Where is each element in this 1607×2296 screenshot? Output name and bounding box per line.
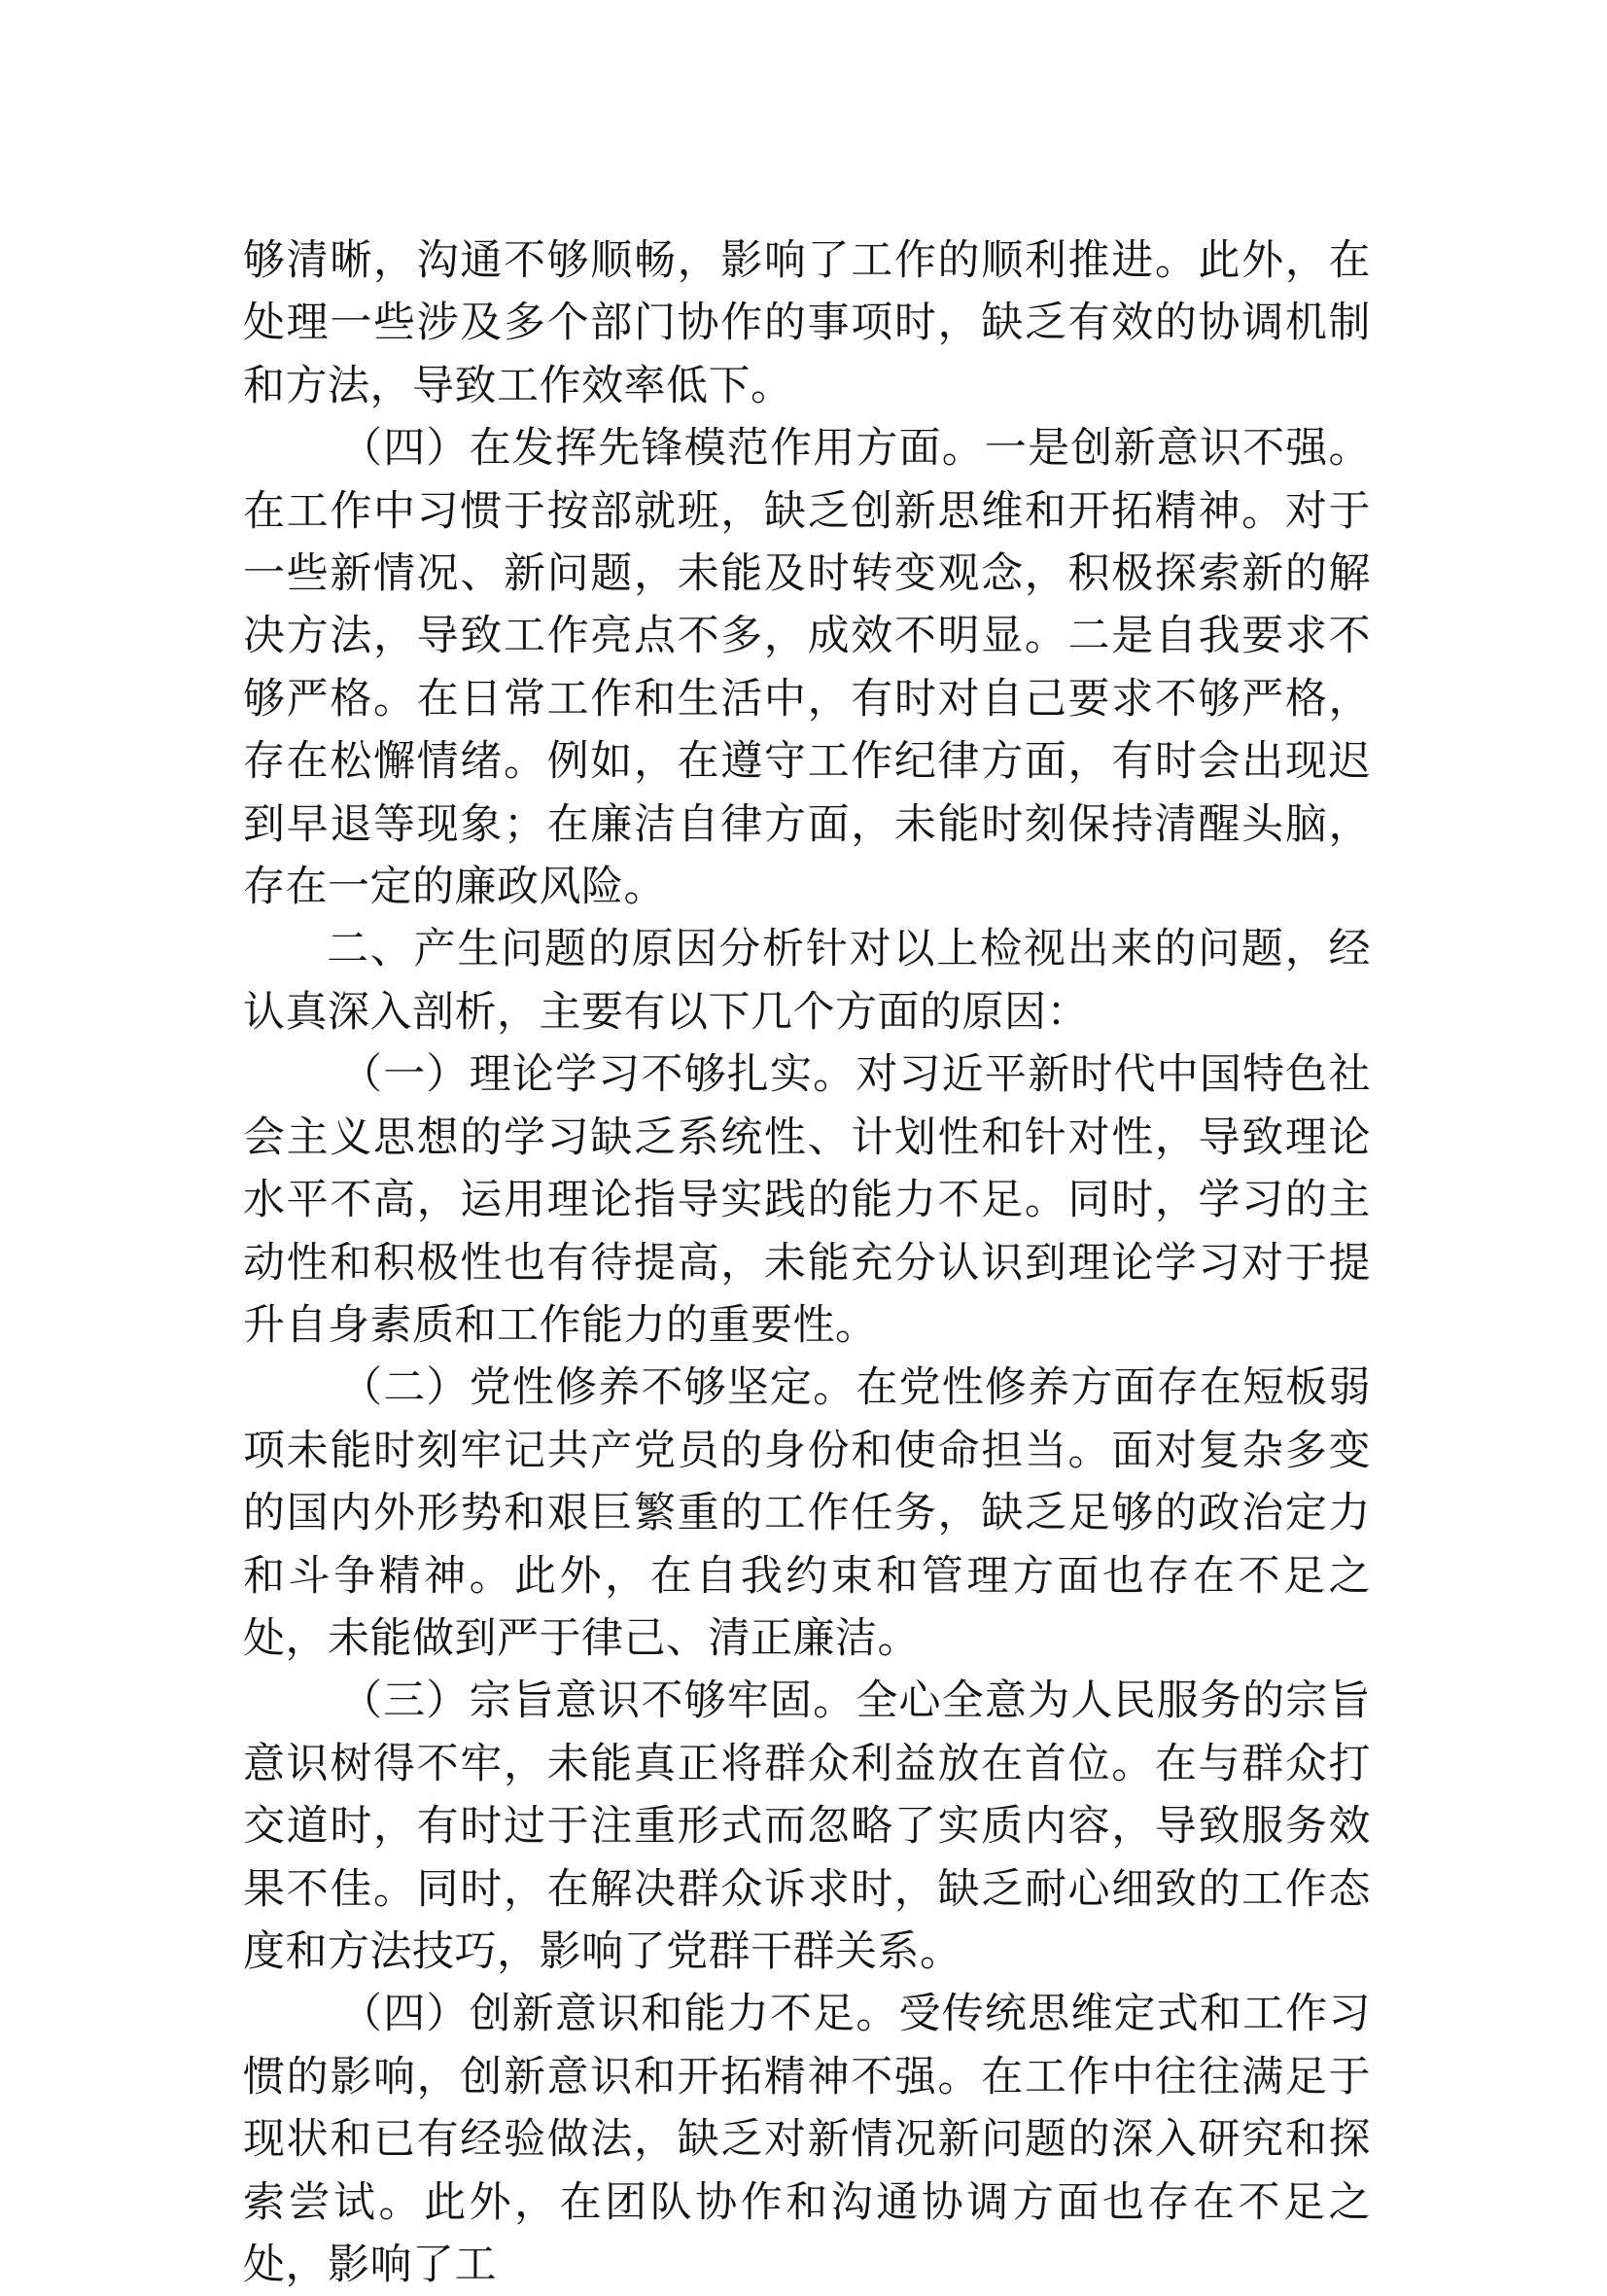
paragraph-section-two-heading: 二、产生问题的原因分析针对以上检视出来的问题，经认真深入剖析，主要有以下几个方面的原因： (243, 925, 1371, 1037)
paragraph-pioneer-role: （四）在发挥先锋模范作用方面。一是创新意识不强。在工作中习惯于按部就班，缺乏创新思维和开拓精神。对于一些新情况、新问题，未能及时转变观念，积极探索新的解决方法，导致工作亮点不多，成效不明显。二是自我要求不够严格。在日常工作和生活中，有时对自己要求不够严格，存在松懈情绪。例如，在遵守工作纪律方面，有时会出现迟到早退等现象；在廉洁自律方面，未能时刻保持清醒头脑，存在一定的廉政风险。 (243, 424, 1371, 912)
paragraph-continuation: 够清晰，沟通不够顺畅，影响了工作的顺利推进。此外，在处理一些涉及多个部门协作的事项时，缺乏有效的协调机制和方法，导致工作效率低下。 (243, 236, 1371, 410)
paragraph-purpose-awareness: （三）宗旨意识不够牢固。全心全意为人民服务的宗旨意识树得不牢，未能真正将群众利益放在首位。在与群众打交道时，有时过于注重形式而忽略了实质内容，导致服务效果不佳。同时，在解决群众诉求时，缺乏耐心细致的工作态度和方法技巧，影响了党群干群关系。 (243, 1677, 1371, 1976)
paragraph-theory-study: （一）理论学习不够扎实。对习近平新时代中国特色社会主义思想的学习缺乏系统性、计划性和针对性，导致理论水平不高，运用理论指导实践的能力不足。同时，学习的主动性和积极性也有待提高，未能充分认识到理论学习对于提升自身素质和工作能力的重要性。 (243, 1050, 1371, 1350)
paragraph-innovation: （四）创新意识和能力不足。受传统思维定式和工作习惯的影响，创新意识和开拓精神不强。在工作中往往满足于现状和已有经验做法，缺乏对新情况新问题的深入研究和探索尝试。此外，在团队协作和沟通协调方面也存在不足之处，影响了工 (243, 1990, 1371, 2289)
paragraph-party-spirit: （二）党性修养不够坚定。在党性修养方面存在短板弱项未能时刻牢记共产党员的身份和使命担当。面对复杂多变的国内外形势和艰巨繁重的工作任务，缺乏足够的政治定力和斗争精神。此外，在自我约束和管理方面也存在不足之处，未能做到严于律己、清正廉洁。 (243, 1363, 1371, 1663)
document-body (243, 230, 1371, 2296)
